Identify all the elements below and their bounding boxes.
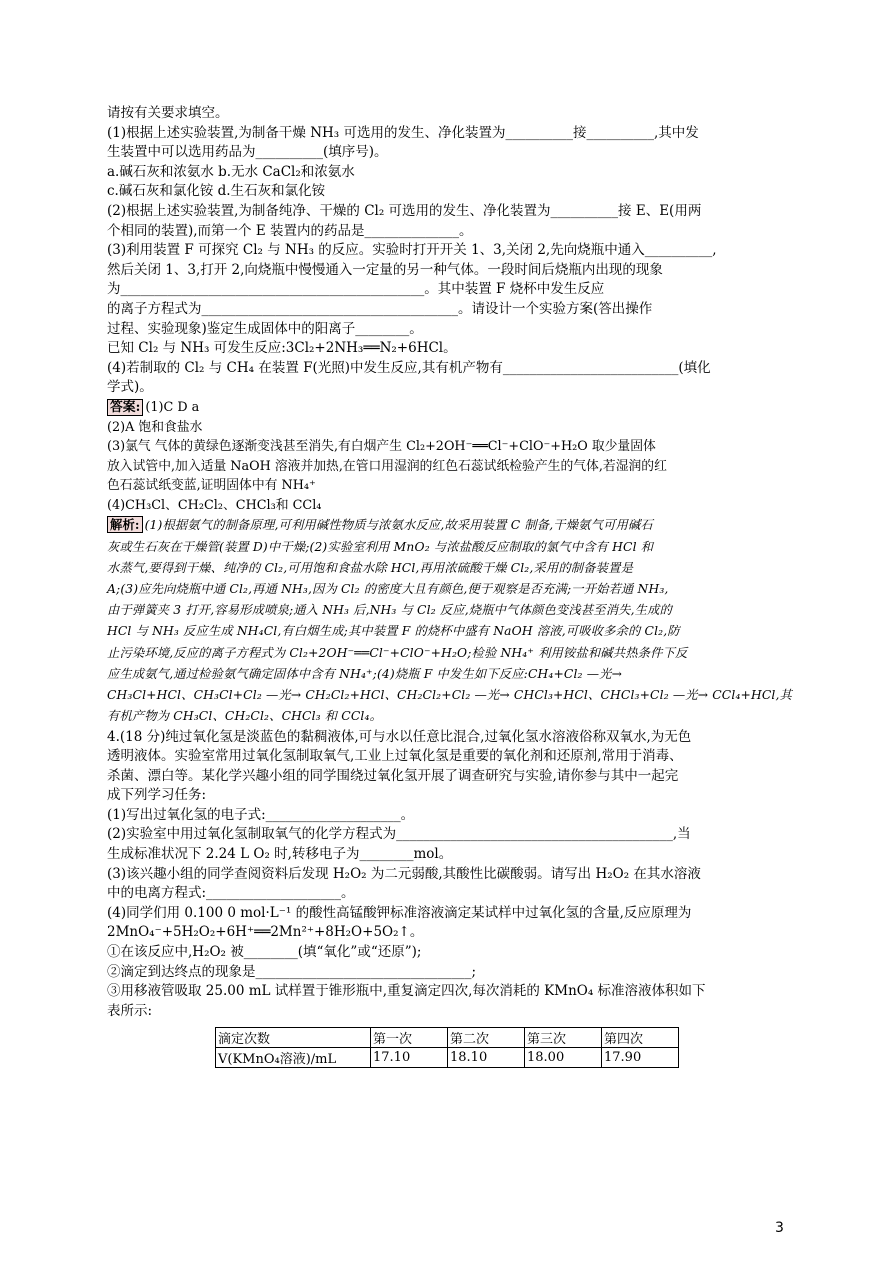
text-line: 为_____________________________________________。其中装置 F 烧杯中发生反应: [107, 281, 605, 298]
text-line: 2MnO₄⁻+5H₂O₂+6H⁺══2Mn²⁺+8H₂O+5O₂↑。: [107, 924, 424, 941]
answer-tag: 答案:: [107, 399, 143, 416]
analysis-line: HCl 与 NH₃ 反应生成 NH₄Cl,有白烟生成;其中装置 F 的烧杯中盛有 NaOH 溶液,可吸收多余的 Cl₂,防: [107, 624, 680, 639]
text-line: 杀菌、漂白等。某化学兴趣小组的同学围绕过氧化氢开展了调查研究与实验,请你参与其中一起完: [107, 767, 679, 784]
text-line: (4)若制取的 Cl₂ 与 CH₄ 在装置 F(光照)中发生反应,其有机产物有__________________________(填化: [107, 359, 711, 376]
table-row: [216, 1048, 679, 1068]
text-line: 中的电离方程式:____________________。: [107, 885, 355, 902]
analysis-line: 水蒸气,要得到干燥、纯净的 Cl₂,可用饱和食盐水除 HCl,再用浓硫酸干燥 Cl₂,采用的制备装置是: [107, 560, 634, 575]
answer-line: 放入试管中,加入适量 NaOH 溶液并加热,在管口用湿润的红色石蕊试纸检验产生的气体,若湿润的红: [107, 458, 667, 474]
answer-block: [107, 398, 777, 516]
text-line: 学式)。: [107, 379, 153, 396]
table-cell: 滴定次数: [216, 1028, 371, 1048]
answer-line: (4)CH₃Cl、CH₂Cl₂、CHCl₃和 CCl₄: [107, 497, 322, 513]
text-line: 透明液体。实验室常用过氧化氢制取氧气,工业上过氧化氢是重要的氧化剂和还原剂,常用于消毒、: [107, 748, 683, 765]
text-line: 表所示:: [107, 1002, 153, 1019]
text-line: (3)利用装置 F 可探究 Cl₂ 与 NH₃ 的反应。实验时打开开关 1、3,关闭 2,先向烧瓶中通入__________,: [107, 242, 717, 259]
text-line: 4.(18 分)纯过氧化氢是淡蓝色的黏稠液体,可与水以任意比混合,过氧化氢水溶液俗称双氧水,为无色: [107, 728, 692, 745]
analysis-block: [107, 515, 793, 727]
table-cell: 第一次: [371, 1028, 448, 1048]
text-line: 已知 Cl₂ 与 NH₃ 可发生反应:3Cl₂+2NH₃══N₂+6HCl。: [107, 340, 457, 357]
table-cell: 17.90: [602, 1048, 679, 1068]
page-number: 3: [775, 1220, 784, 1236]
table-cell: 第四次: [602, 1028, 679, 1048]
table-cell: V(KMnO₄溶液)/mL: [216, 1048, 371, 1068]
text-line: (4)同学们用 0.100 0 mol·L⁻¹ 的酸性高锰酸钾标准溶液滴定某试样中过氧化氢的含量,反应原理为: [107, 904, 692, 921]
question-4: [107, 728, 777, 1069]
table-cell: 18.00: [525, 1048, 602, 1068]
text-line: 个相同的装置),而第一个 E 装置内的药品是______________。: [107, 222, 473, 239]
text-line: (1)写出过氧化氢的电子式:____________________。: [107, 806, 415, 823]
text-line: 成下列学习任务:: [107, 787, 207, 804]
analysis-line: 止污染环境,反应的离子方程式为 Cl₂+2OH⁻══Cl⁻+ClO⁻+H₂O;检验 NH₄⁺ 利用铵盐和碱共热条件下反: [107, 645, 688, 660]
question-3-continued: [107, 104, 777, 398]
answer-line: (3)氯气 气体的黄绿色逐渐变浅甚至消失,有白烟产生 Cl₂+2OH⁻══Cl⁻+ClO⁻+H₂O 取少量固体: [107, 439, 656, 455]
text-line: 的离子方程式为______________________________________。请设计一个实验方案(答出操作: [107, 300, 653, 317]
text-line: (2)根据上述实验装置,为制备纯净、干燥的 Cl₂ 可选用的发生、净化装置为__________接 E、E(用两: [107, 202, 702, 219]
analysis-line: CH₃Cl+HCl、CH₃Cl+Cl₂ —光→ CH₂Cl₂+HCl、CH₂Cl₂+Cl₂ —光→ CHCl₃+HCl、CHCl₃+Cl₂ —光→ CCl₄+HCl,其: [107, 688, 793, 703]
table-cell: 17.10: [371, 1048, 448, 1068]
analysis-line: 应生成氨气,通过检验氨气确定固体中含有 NH₄⁺;(4)烧瓶 F 中发生如下反应:CH₄+Cl₂ —光→: [107, 666, 623, 681]
text-line: ②滴定到达终点的现象是________________________________;: [107, 963, 477, 980]
analysis-line: 灰或生石灰在干燥管(装置 D)中干燥;(2)实验室利用 MnO₂ 与浓盐酸反应制取的氯气中含有 HCl 和: [107, 539, 654, 554]
table-header-row: [216, 1028, 679, 1048]
text-line: 然后关闭 1、3,打开 2,向烧瓶中慢慢通入一定量的另一种气体。一段时间后烧瓶内出现的现象: [107, 261, 663, 278]
text-line: 生成标准状况下 2.24 L O₂ 时,转移电子为________mol。: [107, 846, 453, 863]
analysis-line: 有机产物为 CH₃Cl、CH₂Cl₂、CHCl₃ 和 CCl₄。: [107, 709, 383, 724]
analysis-line: 解析: (1)根据氨气的制备原理,可利用碱性物质与浓氨水反应,故采用装置 C 制备,干燥氨气可用碱石: [107, 515, 777, 536]
text-line: a.碱石灰和浓氨水 b.无水 CaCl₂和浓氨水: [107, 163, 355, 180]
analysis-line: A;(3)应先向烧瓶中通 Cl₂,再通 NH₃,因为 Cl₂ 的密度大且有颜色,便于观察是否充满;一开始若通 NH₃,: [107, 582, 669, 597]
table-cell: 18.10: [448, 1048, 525, 1068]
text-line: 请按有关要求填空。: [107, 105, 229, 121]
text-line: 过程、实验现象)鉴定生成固体中的阳离子________。: [107, 320, 423, 337]
analysis-tag: 解析:: [107, 516, 143, 533]
analysis-line: 由于弹簧夹 3 打开,容易形成喷泉;通入 NH₃ 后,NH₃ 与 Cl₂ 反应,烧瓶中气体颜色变浅甚至消失,生成的: [107, 603, 673, 618]
text-line: 生装置中可以选用药品为__________(填序号)。: [107, 144, 388, 161]
page-content: [107, 104, 793, 1068]
text-line: ③用移液管吸取 25.00 mL 试样置于锥形瓶中,重复滴定四次,每次消耗的 KMnO₄ 标准溶液体积如下: [107, 983, 706, 1000]
text-line: (3)该兴趣小组的同学查阅资料后发现 H₂O₂ 为二元弱酸,其酸性比碳酸弱。请写出 H₂O₂ 在其水溶液: [107, 865, 701, 882]
text-line: ①在该反应中,H₂O₂ 被________(填“氧化”或“还原”);: [107, 944, 422, 961]
answer-line: (2)A 饱和食盐水: [107, 419, 203, 435]
table-cell: 第二次: [448, 1028, 525, 1048]
text-line: (2)实验室中用过氧化氢制取氧气的化学方程式为_________________________________________,当: [107, 826, 691, 843]
text-line: (1)根据上述实验装置,为制备干燥 NH₃ 可选用的发生、净化装置为__________接__________,其中发: [107, 124, 699, 141]
answer-line: 色石蕊试纸变蓝,证明固体中有 NH₄⁺: [107, 478, 316, 494]
titration-table: [215, 1027, 679, 1068]
answer-line: 答案: (1)C D a: [107, 398, 777, 418]
table-cell: 第三次: [525, 1028, 602, 1048]
text-line: c.碱石灰和氯化铵 d.生石灰和氯化铵: [107, 183, 326, 200]
